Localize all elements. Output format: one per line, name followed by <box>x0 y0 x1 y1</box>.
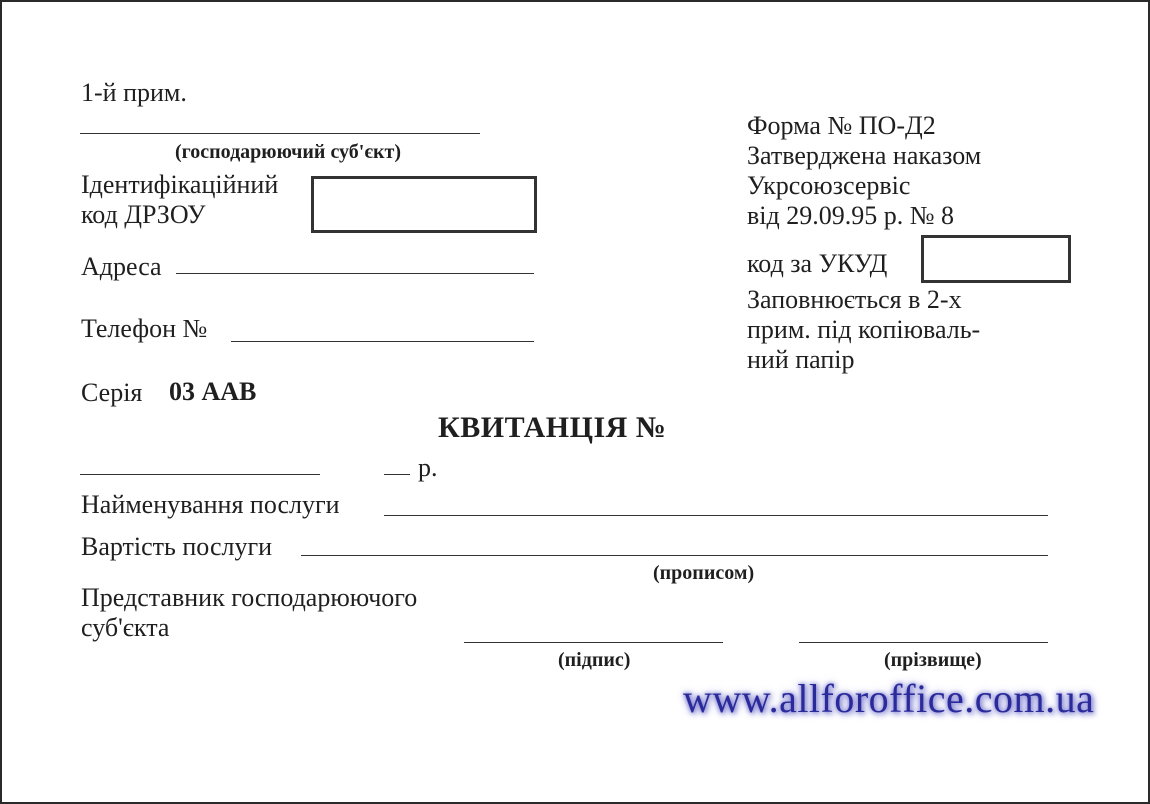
address-field[interactable] <box>176 273 534 274</box>
watermark-url: www.allforoffice.com.ua <box>683 676 1095 721</box>
ukud-box[interactable] <box>921 235 1071 283</box>
date-field[interactable] <box>80 474 320 475</box>
year-suffix: р. <box>418 453 438 482</box>
phone-label: Телефон № <box>81 314 208 343</box>
form-date: від 29.09.95 р. № 8 <box>747 201 955 230</box>
id-code-label-line2: код ДРЗОУ <box>81 200 206 229</box>
form-approved: Затверджена наказом <box>747 141 982 170</box>
id-code-box[interactable] <box>311 176 537 233</box>
id-code-label-line1: Ідентифікаційний <box>81 170 279 199</box>
phone-field[interactable] <box>231 341 534 342</box>
service-cost-field[interactable] <box>301 555 1048 556</box>
signature-field[interactable] <box>464 642 723 643</box>
in-words-caption: (прописом) <box>653 562 755 584</box>
service-name-label: Найменування послуги <box>81 490 340 519</box>
surname-field[interactable] <box>799 642 1048 643</box>
series-label: Серія <box>81 378 143 407</box>
service-name-field[interactable] <box>384 515 1048 516</box>
copy-label: 1-й прим. <box>81 78 187 107</box>
form-number: Форма № ПО-Д2 <box>747 111 936 140</box>
form-info <box>747 111 981 231</box>
fill-note <box>747 285 980 375</box>
surname-caption: (прізвище) <box>884 649 982 671</box>
form-authority: Укрсоюзсервіс <box>747 171 911 200</box>
representative-label <box>81 583 417 643</box>
entity-field[interactable] <box>80 133 480 134</box>
service-cost-label: Вартість послуги <box>81 532 273 561</box>
fill-note-line1: Заповнюється в 2-х <box>747 285 962 314</box>
signature-caption: (підпис) <box>558 649 631 671</box>
fill-note-line2: прим. під копіюваль- <box>747 315 981 344</box>
fill-note-line3: ний папір <box>747 345 855 374</box>
series-value: 03 ААВ <box>169 377 257 406</box>
id-code-label <box>81 170 278 230</box>
representative-line1: Представник господарюючого <box>81 583 418 612</box>
year-field[interactable] <box>384 474 410 475</box>
receipt-title: КВИТАНЦІЯ № <box>438 411 667 444</box>
address-label: Адреса <box>81 252 162 281</box>
ukud-label: код за УКУД <box>747 249 888 278</box>
entity-caption: (господарюючий суб'єкт) <box>175 141 401 163</box>
representative-line2: суб'єкта <box>81 613 170 642</box>
